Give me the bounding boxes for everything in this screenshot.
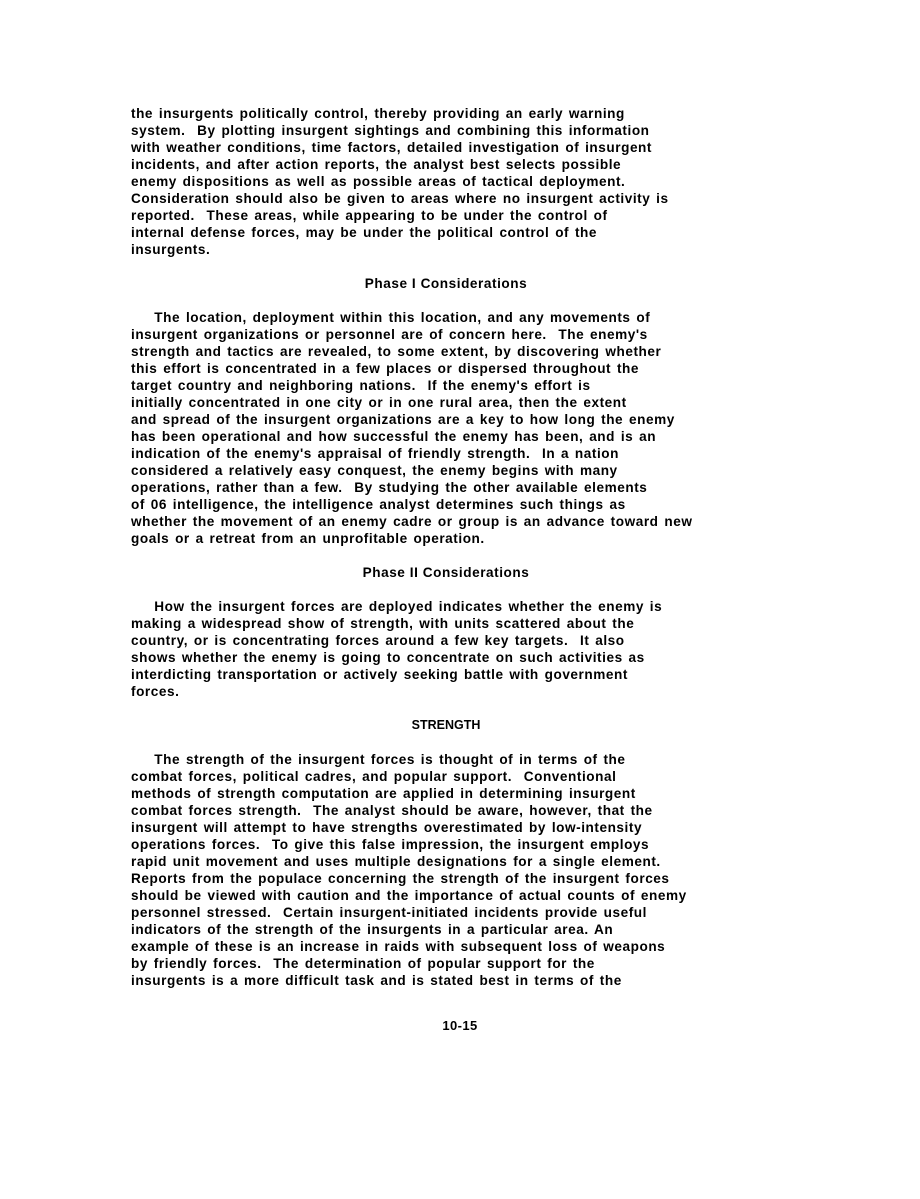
text-line: methods of strength computation are applied in determining insurgent <box>131 786 636 801</box>
spacer <box>131 700 761 717</box>
phase-1-paragraph <box>131 309 761 547</box>
section-heading-strength: STRENGTH <box>411 718 481 732</box>
text-line: strength and tactics are revealed, to some extent, by discovering whether <box>131 344 662 359</box>
spacer <box>131 292 761 309</box>
text-line: Reports from the populace concerning the strength of the insurgent forces <box>131 871 670 886</box>
text-line: has been operational and how successful the enemy has been, and is an <box>131 429 657 444</box>
text-line: should be viewed with caution and the importance of actual counts of enemy <box>131 888 687 903</box>
text-line: forces. <box>131 684 180 699</box>
text-line: system. By plotting insurgent sightings and combining this information <box>131 123 650 138</box>
spacer <box>131 258 761 275</box>
text-line: indicators of the strength of the insurgents in a particular area. An <box>131 922 614 937</box>
text-line: of 06 intelligence, the intelligence analyst determines such things as <box>131 497 626 512</box>
text-line: combat forces, political cadres, and popular support. Conventional <box>131 769 617 784</box>
text-line: operations, rather than a few. By studying the other available elements <box>131 480 648 495</box>
text-line: making a widespread show of strength, with units scattered about the <box>131 616 635 631</box>
spacer <box>131 547 761 564</box>
strength-paragraph <box>131 751 761 989</box>
page-number: 10-15 <box>442 1018 478 1033</box>
text-line: insurgent organizations or personnel are of concern here. The enemy's <box>131 327 648 342</box>
text-line: whether the movement of an enemy cadre or group is an advance toward new <box>131 514 693 529</box>
section-heading-phase-1: Phase I Considerations <box>364 276 528 291</box>
text-line: How the insurgent forces are deployed indicates whether the enemy is <box>131 599 663 614</box>
text-line: by friendly forces. The determination of popular support for the <box>131 956 595 971</box>
text-line: reported. These areas, while appearing to be under the control of <box>131 208 608 223</box>
text-line: initially concentrated in one city or in one rural area, then the extent <box>131 395 627 410</box>
text-line: internal defense forces, may be under the political control of the <box>131 225 597 240</box>
section-heading-phase-2: Phase II Considerations <box>362 565 530 580</box>
text-line: this effort is concentrated in a few places or dispersed throughout the <box>131 361 639 376</box>
text-line: enemy dispositions as well as possible areas of tactical deployment. <box>131 174 626 189</box>
text-line: interdicting transportation or actively seeking battle with government <box>131 667 628 682</box>
text-line: country, or is concentrating forces around a few key targets. It also <box>131 633 625 648</box>
text-line: considered a relatively easy conquest, the enemy begins with many <box>131 463 618 478</box>
text-line: and spread of the insurgent organizations are a key to how long the enemy <box>131 412 675 427</box>
text-line: The strength of the insurgent forces is thought of in terms of the <box>131 752 626 767</box>
text-line: rapid unit movement and uses multiple designations for a single element. <box>131 854 661 869</box>
text-line: insurgents. <box>131 242 211 257</box>
text-line: the insurgents politically control, thereby providing an early warning <box>131 106 625 121</box>
text-column <box>131 105 761 989</box>
text-line: with weather conditions, time factors, detailed investigation of insurgent <box>131 140 652 155</box>
text-line: The location, deployment within this location, and any movements of <box>131 310 651 325</box>
text-line: goals or a retreat from an unprofitable operation. <box>131 531 485 546</box>
spacer <box>131 734 761 751</box>
text-line: combat forces strength. The analyst should be aware, however, that the <box>131 803 653 818</box>
text-line: Consideration should also be given to areas where no insurgent activity is <box>131 191 669 206</box>
text-line: operations forces. To give this false impression, the insurgent employs <box>131 837 650 852</box>
text-line: target country and neighboring nations. If the enemy's effort is <box>131 378 591 393</box>
text-line: incidents, and after action reports, the analyst best selects possible <box>131 157 622 172</box>
text-line: insurgent will attempt to have strengths overestimated by low-intensity <box>131 820 643 835</box>
text-line: shows whether the enemy is going to concentrate on such activities as <box>131 650 645 665</box>
text-line: indication of the enemy's appraisal of friendly strength. In a nation <box>131 446 620 461</box>
intro-paragraph <box>131 105 761 258</box>
phase-2-paragraph <box>131 598 761 700</box>
text-line: insurgents is a more difficult task and is stated best in terms of the <box>131 973 622 988</box>
spacer <box>131 581 761 598</box>
text-line: personnel stressed. Certain insurgent-initiated incidents provide useful <box>131 905 647 920</box>
text-line: example of these is an increase in raids with subsequent loss of weapons <box>131 939 666 954</box>
